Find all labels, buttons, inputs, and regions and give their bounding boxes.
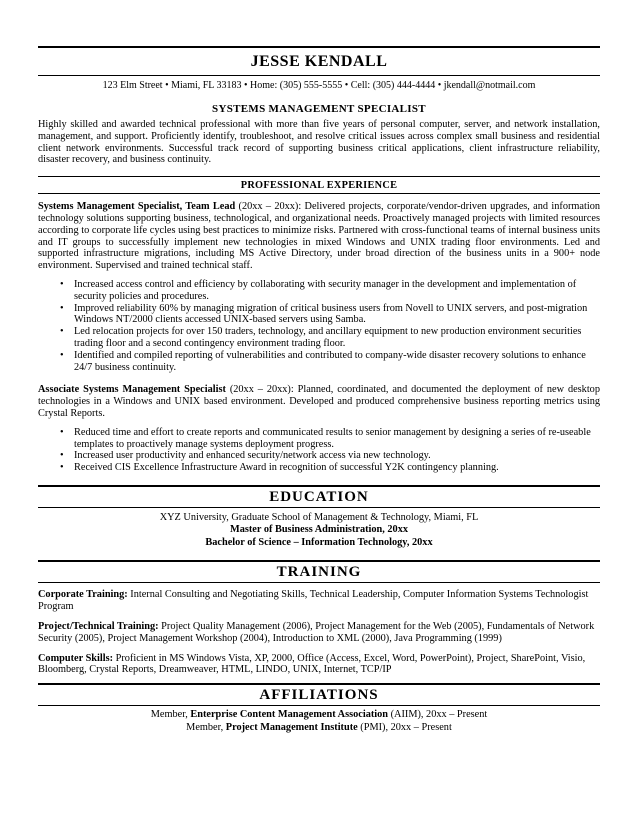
- candidate-name: JESSE KENDALL: [250, 53, 388, 70]
- experience-rule-top: [38, 176, 600, 177]
- education-degree-2: Bachelor of Science – Information Technology, 20xx: [205, 536, 433, 548]
- job-1-bullets: [38, 279, 600, 373]
- job-1-description: [38, 201, 600, 272]
- name-rule: [38, 75, 600, 76]
- affiliation-2: [38, 722, 600, 735]
- affiliation-1: [38, 709, 600, 722]
- professional-title: SYSTEMS MANAGEMENT SPECIALIST: [212, 103, 426, 115]
- affiliation-2-org: Project Management Institute: [225, 721, 358, 733]
- top-rule: [38, 46, 600, 48]
- experience-rule-bottom: [38, 193, 600, 194]
- list-item: • Increased access control and efficiency by collaborating with security manager in the development and implementation of security policies and procedures.: [74, 279, 600, 303]
- job-2-bullets: [38, 427, 600, 474]
- affiliations-heading: AFFILIATIONS: [259, 687, 379, 704]
- job-1-role: Systems Management Specialist, Team Lead: [38, 201, 236, 213]
- summary-paragraph: Highly skilled and awarded technical professional with more than five years of personal computer, server, and network installation, management, and support. Proficiently identify, troubleshoot, and resolve critical issues across complex small business and residential client network environments. Successful track record of supporting business critical applications, client infrastructure reliability, disaster recovery, and business continuity.: [38, 119, 600, 166]
- training-rule-bottom: [38, 582, 600, 583]
- training-corporate: [38, 589, 600, 613]
- training-computer-skills: [38, 653, 600, 677]
- experience-heading: PROFESSIONAL EXPERIENCE: [240, 180, 398, 192]
- training-corporate-text: Internal Consulting and Negotiating Skills, Technical Leadership, Computer Information Systems Technologist Program: [38, 589, 589, 613]
- list-item: • Reduced time and effort to create reports and communicated results to senior management by designing a series of re-useable templates to proactively manage systems deployment progress.: [74, 427, 600, 451]
- list-item: • Increased user productivity and enhanced security/network access via new technology.: [74, 450, 600, 462]
- affiliation-1-prefix: Member,: [150, 709, 191, 721]
- education-degree-1-row: [38, 524, 600, 537]
- education-rule-bottom: [38, 507, 600, 508]
- resume-page: [38, 0, 600, 734]
- job-2-text: (20xx – 20xx): Planned, coordinated, and documented the deployment of new desktop technologies in a Windows and UNIX based environment. Developed and produced comprehensive business reporting metrics using Crystal Reports.: [38, 384, 600, 419]
- education-school: XYZ University, Graduate School of Management & Technology, Miami, FL: [159, 511, 479, 523]
- list-item: • Improved reliability 60% by managing migration of critical business users from Novell to UNIX servers, and post-migration Windows NT/2000 clients accessed UNIX-based servers using Samba.: [74, 303, 600, 327]
- job-2-description: [38, 384, 600, 419]
- affiliation-1-org: Enterprise Content Management Association: [190, 709, 389, 721]
- job-1-text: (20xx – 20xx): Delivered projects, corporate/vendor-driven upgrades, and information technology solutions supporting business, technological, and organizational needs. Proactively managed projects with limited resources according to corporate life cycles using best practices to minimize risks. Partnered with cross-functional teams of internal business units and IT groups to successfully implement new technologies in mixed Windows and UNIX trading floor environments. Led and supported infrastructure migrations, including MS Active Directory, under broad direction of the business units in a 900+ node environment. Supervised and trained technical staff.: [38, 201, 600, 272]
- list-item: • Received CIS Excellence Infrastructure Award in recognition of successful Y2K contingency planning.: [74, 462, 600, 474]
- affiliation-1-suffix: (AIIM), 20xx – Present: [388, 709, 488, 721]
- training-rule-top: [38, 560, 600, 562]
- training-computer-skills-text: Proficient in MS Windows Vista, XP, 2000, Office (Access, Excel, Word, PowerPoint), Project, SharePoint, Visio, Bloomberg, Crystal Reports, Dreamweaver, HTML, LINDO, UNIX, Internet, TCP/IP: [38, 652, 586, 676]
- training-technical-text: Project Quality Management (2006), Project Management for the Web (2005), Fundamentals of Network Security (2005), Project Management Workshop (2004), Introduction to XML (2000), Java Programming (1999): [38, 621, 595, 644]
- education-rule-top: [38, 485, 600, 487]
- affiliation-2-prefix: Member,: [186, 721, 226, 733]
- education-heading: EDUCATION: [269, 488, 369, 505]
- list-item: • Led relocation projects for over 150 traders, technology, and ancillary equipment to new production environment securities trading floor and a second contingency environment trading floor.: [74, 326, 600, 350]
- education-degree-2-row: [38, 537, 600, 550]
- list-item: • Identified and compiled reporting of vulnerabilities and contributed to company-wide disaster recovery solutions to enhance 24/7 business continuity.: [74, 350, 600, 374]
- affiliation-2-suffix: (PMI), 20xx – Present: [357, 721, 452, 733]
- job-2-role: Associate Systems Management Specialist: [38, 384, 226, 396]
- training-technical: [38, 621, 600, 645]
- affiliations-rule-bottom: [38, 705, 600, 706]
- contact-line: 123 Elm Street • Miami, FL 33183 • Home: (305) 555-5555 • Cell: (305) 444-4444 • jkendall@notmail.com: [102, 80, 536, 91]
- education-degree-1: Master of Business Administration, 20xx: [229, 524, 408, 536]
- training-heading: TRAINING: [276, 564, 362, 581]
- training-computer-skills-label: Computer Skills:: [38, 652, 114, 664]
- training-technical-label: Project/Technical Training:: [38, 621, 159, 633]
- training-corporate-label: Corporate Training:: [38, 589, 128, 601]
- affiliations-rule-top: [38, 683, 600, 685]
